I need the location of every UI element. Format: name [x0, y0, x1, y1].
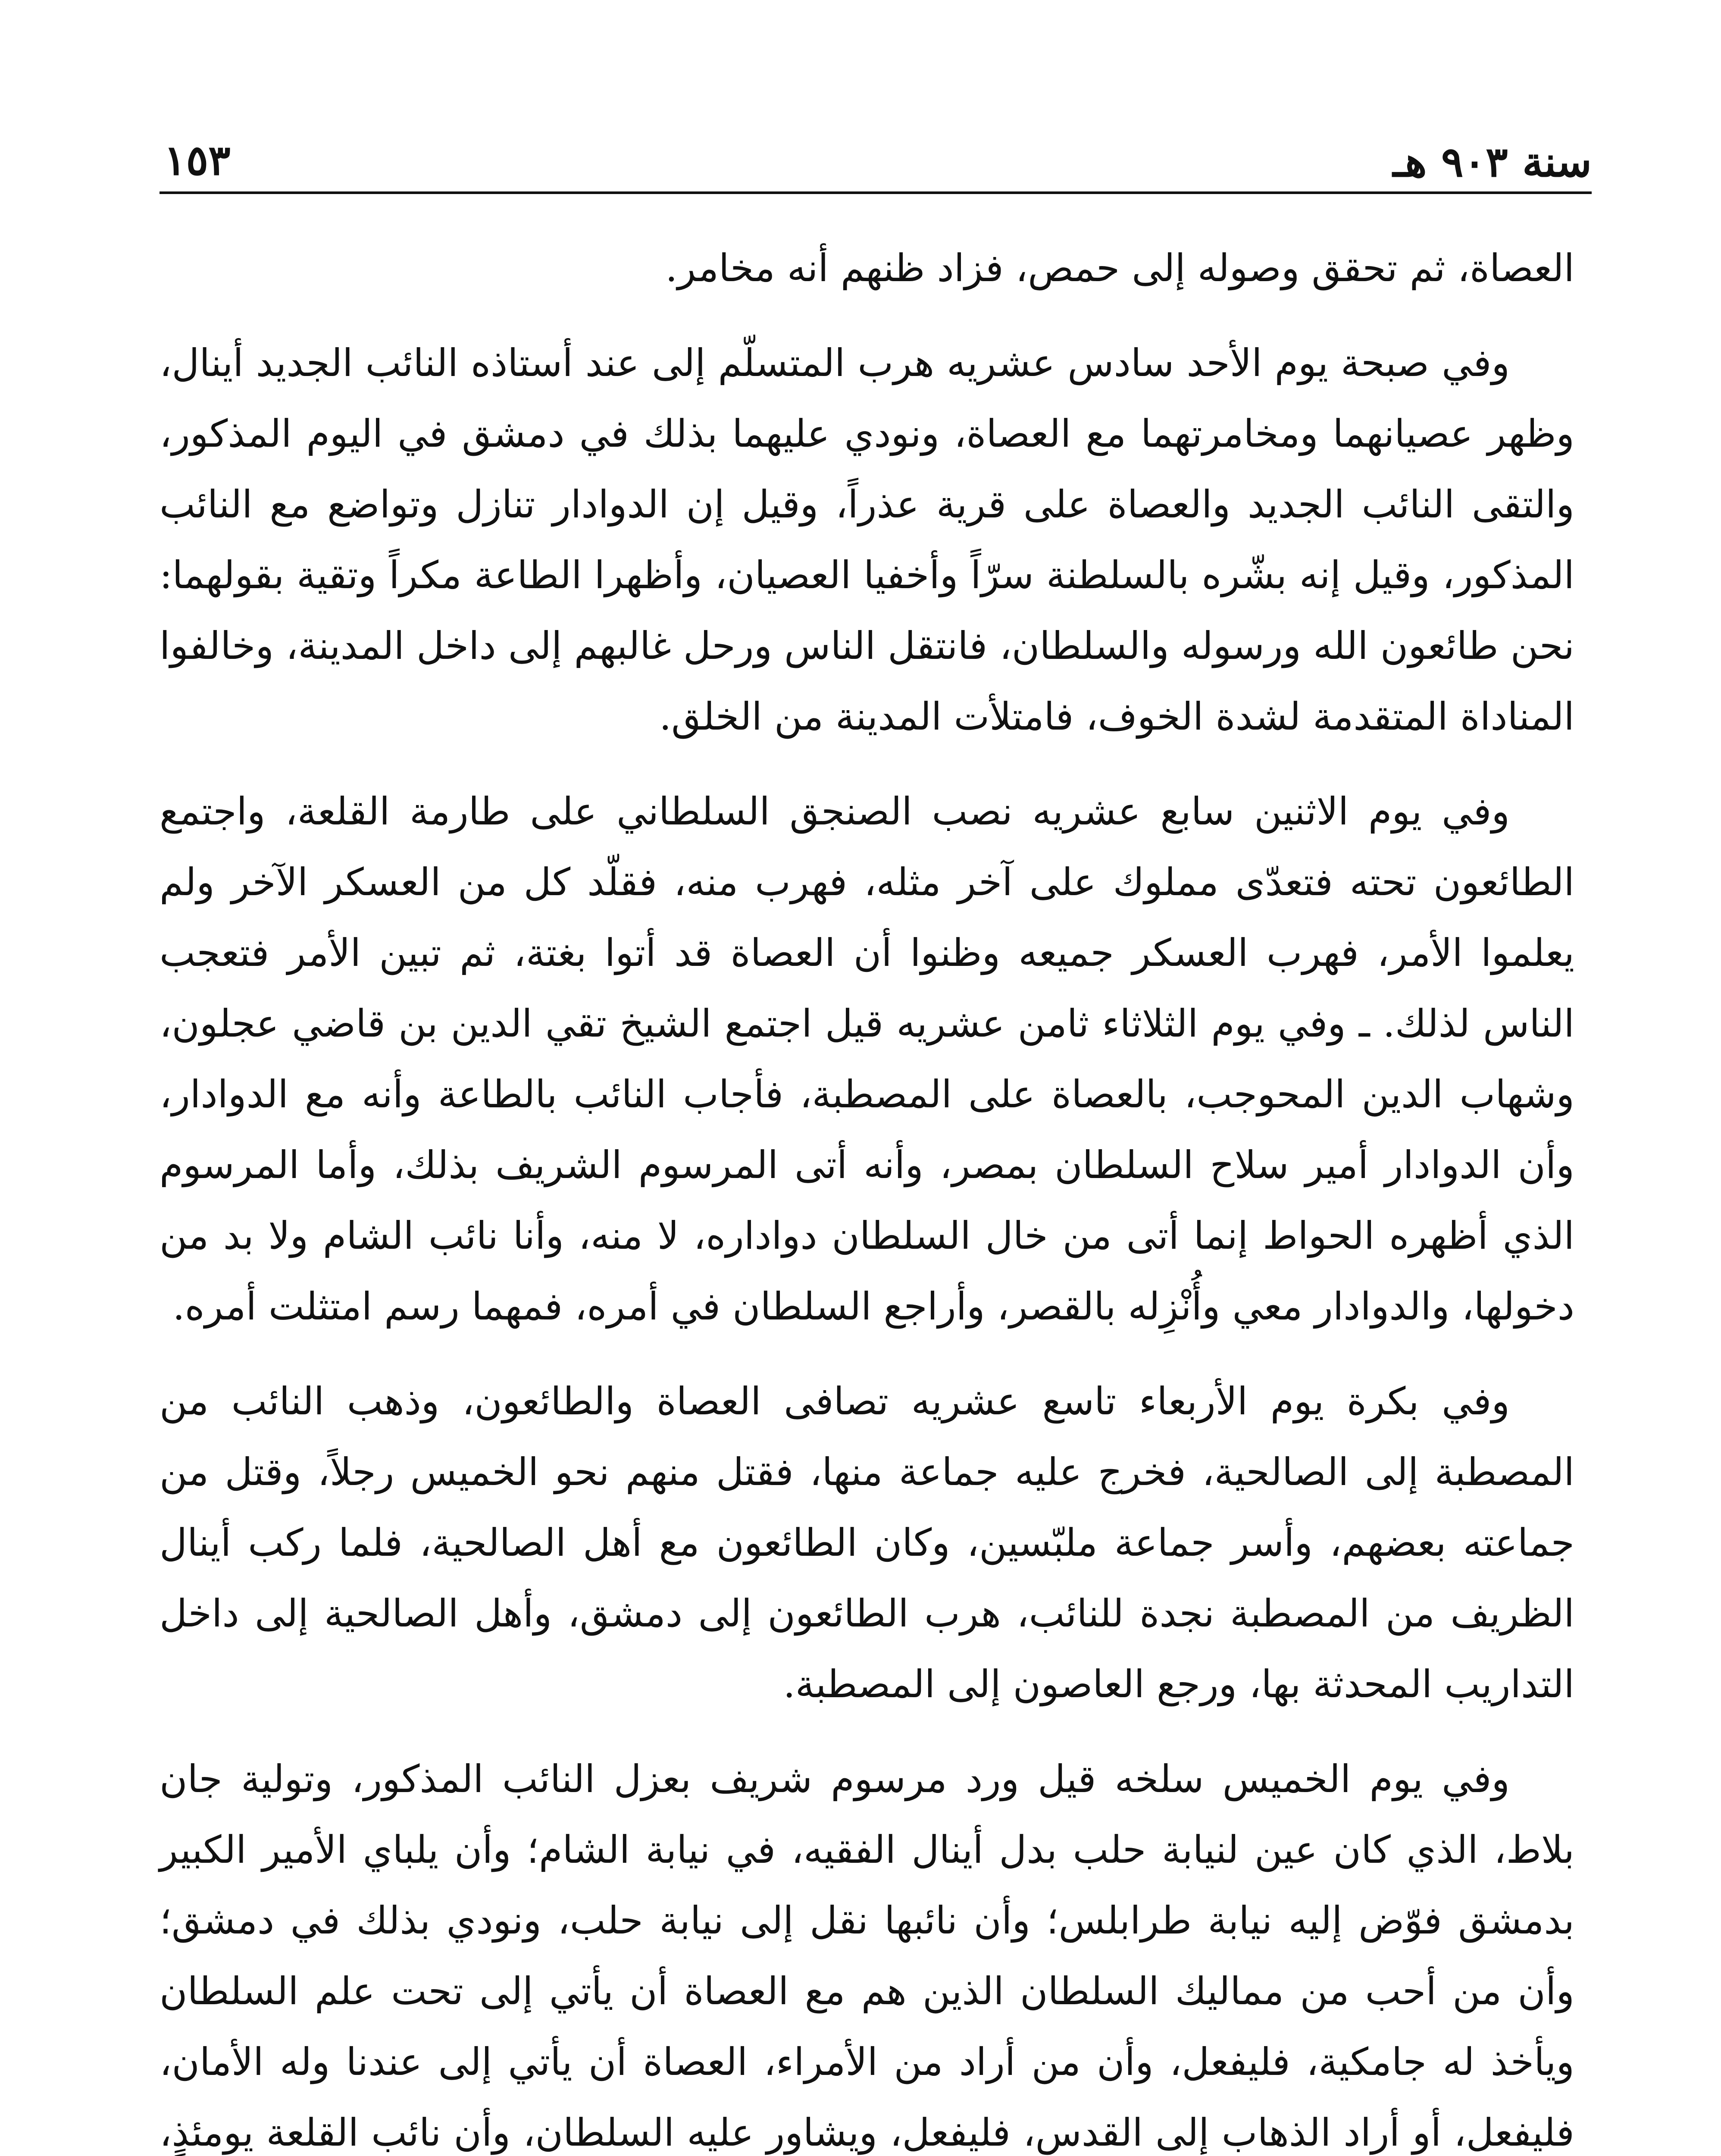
paragraph-3: وفي يوم الاثنين سابع عشريه نصب الصنجق السلطاني على طارمة القلعة، واجتمع الطائعون تحته فتعدّى مملوك على آخر مثله، فهرب منه، فقلّد كل من العسكر الآخر ولم يعلموا الأمر، فهرب العسكر جميعه وظنوا أن العصاة قد أتوا بغتة، ثم تبين الأمر فتعجب الناس لذلك. ـ وفي يوم الثلاثاء ثامن عشريه قيل اجتمع الشيخ تقي الدين بن قاضي عجلون، وشهاب الدين المحوجب، بالعصاة على المصطبة، فأجاب النائب بالطاعة وأنه مع الدوادار، وأن الدوادار أمير سلاح السلطان بمصر، وأنه أتى المرسوم الشريف بذلك، وأما المرسوم الذي أظهره الحواط إنما أتى من خال السلطان دواداره، لا منه، وأنا نائب الشام ولا بد من دخولها، والدوادار معي وأُنْزِله بالقصر، وأراجع السلطان في أمره، فمهما رسم امتثلت أمره. [160, 789, 1575, 1329]
paragraph-2: وفي صبحة يوم الأحد سادس عشريه هرب المتسلّم إلى عند أستاذه النائب الجديد أينال، وظهر عصيانهما ومخامرتهما مع العصاة، ونودي عليهما بذلك في دمشق في اليوم المذكور، والتقى النائب الجديد والعصاة على قرية عذراً، وقيل إن الدوادار تنازل وتواضع مع النائب المذكور، وقيل إنه بشّره بالسلطنة سرّاً وأخفيا العصيان، وأظهرا الطاعة مكراً وتقية بقولهما: نحن طائعون الله ورسوله والسلطان، فانتقل الناس ورحل غالبهم إلى داخل المدينة، وخالفوا المناداة المتقدمة لشدة الخوف، فامتلأت المدينة من الخلق. [160, 341, 1574, 739]
page-number: ١٥٣ [164, 136, 231, 185]
running-title: سنة ٩٠٣ هـ [1392, 138, 1592, 186]
paragraph-5: وفي يوم الخميس سلخه قيل ورد مرسوم شريف بعزل النائب المذكور، وتولية جان بلاط، الذي كان عين لنيابة حلب بدل أينال الفقيه، في نيابة الشام؛ وأن يلباي الأمير الكبير بدمشق فوّض إليه نيابة طرابلس؛ وأن نائبها نقل إلى نيابة حلب، ونودي بذلك في دمشق؛ وأن من أحب من مماليك السلطان الذين هم مع العصاة أن يأتي إلى تحت علم السلطان ويأخذ له جامكية، فليفعل، وأن من أراد من الأمراء، العصاة أن يأتي إلى عندنا وله الأمان، فليفعل، أو أراد الذهاب إلى القدس، فليفعل، ويشاور عليه السلطان، وأن نائب القلعة يومئذٍ، [160, 1757, 1575, 2155]
page-header [160, 108, 1592, 194]
paragraph-4: وفي بكرة يوم الأربعاء تاسع عشريه تصافى العصاة والطائعون، وذهب النائب من المصطبة إلى الصالحية، فخرج عليه جماعة منها، فقتل منهم نحو الخميس رجلاً، وقتل من جماعته بعضهم، وأسر جماعة ملبّسين، وكان الطائعون مع أهل الصالحية، فلما ركب أينال الظريف من المصطبة نجدة للنائب، هرب الطائعون إلى دمشق، وأهل الصالحية إلى داخل التداريب المحدثة بها، ورجع العاصون إلى المصطبة. [160, 1379, 1574, 1706]
body-text [160, 233, 1574, 2156]
header-rule [160, 191, 1592, 194]
paragraph-1: العصاة، ثم تحقق وصوله إلى حمص، فزاد ظنهم أنه مخامر. [665, 246, 1574, 290]
